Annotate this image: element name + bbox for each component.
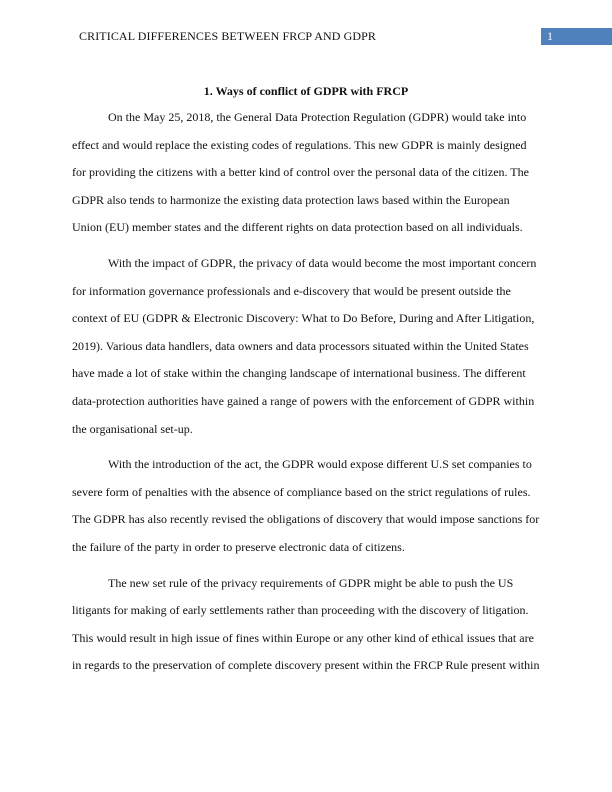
paragraph-2 — [72, 255, 540, 448]
paragraph-line: GDPR also tends to harmonize the existing data protection laws based within the European — [72, 192, 510, 207]
paragraph-line: have made a lot of stake within the changing landscape of international business. The different — [72, 366, 526, 381]
page-number: 1 — [541, 28, 612, 45]
paragraph-3 — [72, 456, 540, 566]
running-head: CRITICAL DIFFERENCES BETWEEN FRCP AND GDPR — [79, 29, 377, 43]
paragraph-line: With the impact of GDPR, the privacy of data would become the most important concern — [108, 255, 537, 270]
document-body — [72, 109, 540, 685]
paragraph-line: On the May 25, 2018, the General Data Protection Regulation (GDPR) would take into — [108, 110, 527, 124]
paragraph-line: the organisational set-up. — [72, 421, 193, 436]
paragraph-line: effect and would replace the existing codes of regulations. This new GDPR is mainly designed — [72, 137, 527, 152]
paragraph-line: The new set rule of the privacy requirements of GDPR might be able to push the US — [108, 575, 514, 590]
paragraph-line: in regards to the preservation of complete discovery present within the FRCP Rule present within — [72, 658, 540, 673]
paragraph-line: for providing the citizens with a better kind of control over the personal data of the citizen. The — [72, 165, 529, 180]
section-heading: 1. Ways of conflict of GDPR with FRCP — [203, 84, 409, 98]
paragraph-line: The GDPR has also recently revised the obligations of discovery that would impose sanctions for — [72, 512, 540, 527]
paragraph-line: data-protection authorities have gained a range of powers with the enforcement of GDPR within — [72, 393, 535, 408]
paragraph-4 — [72, 575, 540, 685]
paragraph-line: for information governance professionals and e-discovery that would be present outside the — [72, 283, 511, 298]
paragraph-line: context of EU (GDPR & Electronic Discovery: What to Do Before, During and After Litigation, — [72, 311, 535, 326]
paragraph-line: 2019). Various data handlers, data owners and data processors situated within the United States — [72, 338, 529, 353]
paragraph-line: the failure of the party in order to preserve electronic data of citizens. — [72, 539, 405, 554]
paragraph-line: severe form of penalties with the absence of compliance based on the strict regulations of rules. — [72, 484, 531, 499]
paragraph-line: With the introduction of the act, the GDPR would expose different U.S set companies to — [108, 457, 532, 472]
paragraph-line: Union (EU) member states and the different rights on data protection based on all individuals. — [72, 220, 523, 235]
paragraph-1 — [72, 109, 540, 247]
paragraph-line: This would result in high issue of fines within Europe or any other kind of ethical issues that are — [72, 630, 534, 645]
paragraph-line: litigants for making of early settlements rather than proceeding with the discovery of litigation. — [72, 603, 529, 618]
